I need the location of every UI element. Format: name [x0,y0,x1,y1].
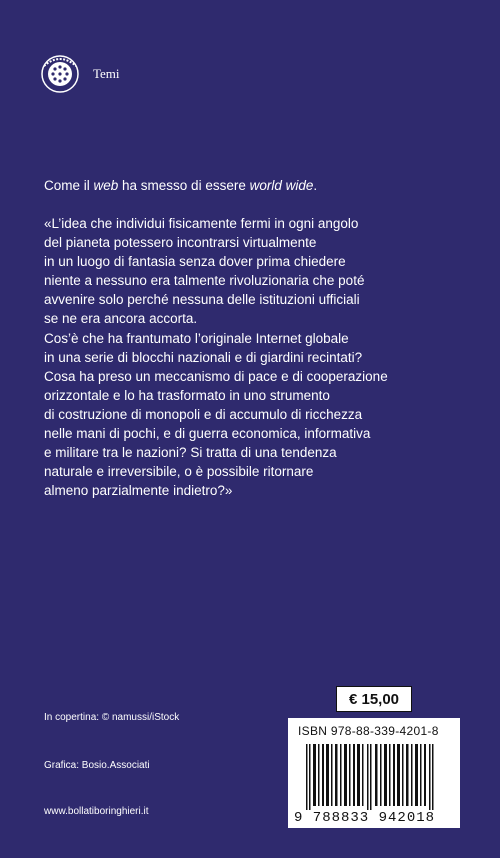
back-cover-blurb [44,214,464,500]
graphics-credit: Grafica: Bosio.Associati [44,760,150,771]
blurb-line: avvenire solo perché nessuna delle istituzioni ufficiali [44,292,360,308]
blurb-line: naturale e irreversibile, o è possibile ritornare [44,464,314,480]
blurb-line: e militare tra le nazioni? Si tratta di una tendenza [44,445,337,461]
blurb-line: se ne era ancora accorta. [44,311,198,327]
blurb-line: di costruzione di monopoli e di accumulo di ricchezza [44,406,363,422]
blurb-line: in una serie di blocchi nazionali e di giardini recintati? [44,349,363,365]
blurb-line: del pianeta potessero incontrarsi virtualmente [44,235,317,251]
world-wide-term: world wide [249,178,314,193]
tagline: Come il web ha smesso di essere world wide. [44,178,318,193]
series-label: Temi [93,66,120,81]
publisher-website: www.bollatiboringhieri.it [44,806,149,817]
blurb-line: niente a nessuno era talmente rivoluzionaria che poté [44,273,365,289]
barcode-number: 9 788833 942018 [294,810,436,826]
isbn-label: ISBN 978-88-339-4201-8 [298,724,439,738]
blurb-line: Cos’è che ha frantumato l’originale Internet globale [44,330,349,346]
blurb-line: Cosa ha preso un meccanismo di pace e di cooperazione [44,368,388,384]
web-term: web [93,178,119,193]
barcode-bars [298,744,450,814]
cover-credit: In copertina: © namussi/iStock [44,712,180,723]
publisher-seal-logo [40,54,80,94]
blurb-line: nelle mani di pochi, e di guerra economica, informativa [44,426,371,442]
blurb-line: orizzontale e lo ha trasformato in uno strumento [44,387,330,403]
blurb-line: «L’idea che individui fisicamente fermi in ogni angolo [44,216,359,231]
blurb-line: almeno parzialmente indietro?» [44,483,233,499]
price-tag: € 15,00 [336,686,412,712]
barcode-box [288,718,460,828]
blurb-line: in un luogo di fantasia senza dover prima chiedere [44,254,346,270]
